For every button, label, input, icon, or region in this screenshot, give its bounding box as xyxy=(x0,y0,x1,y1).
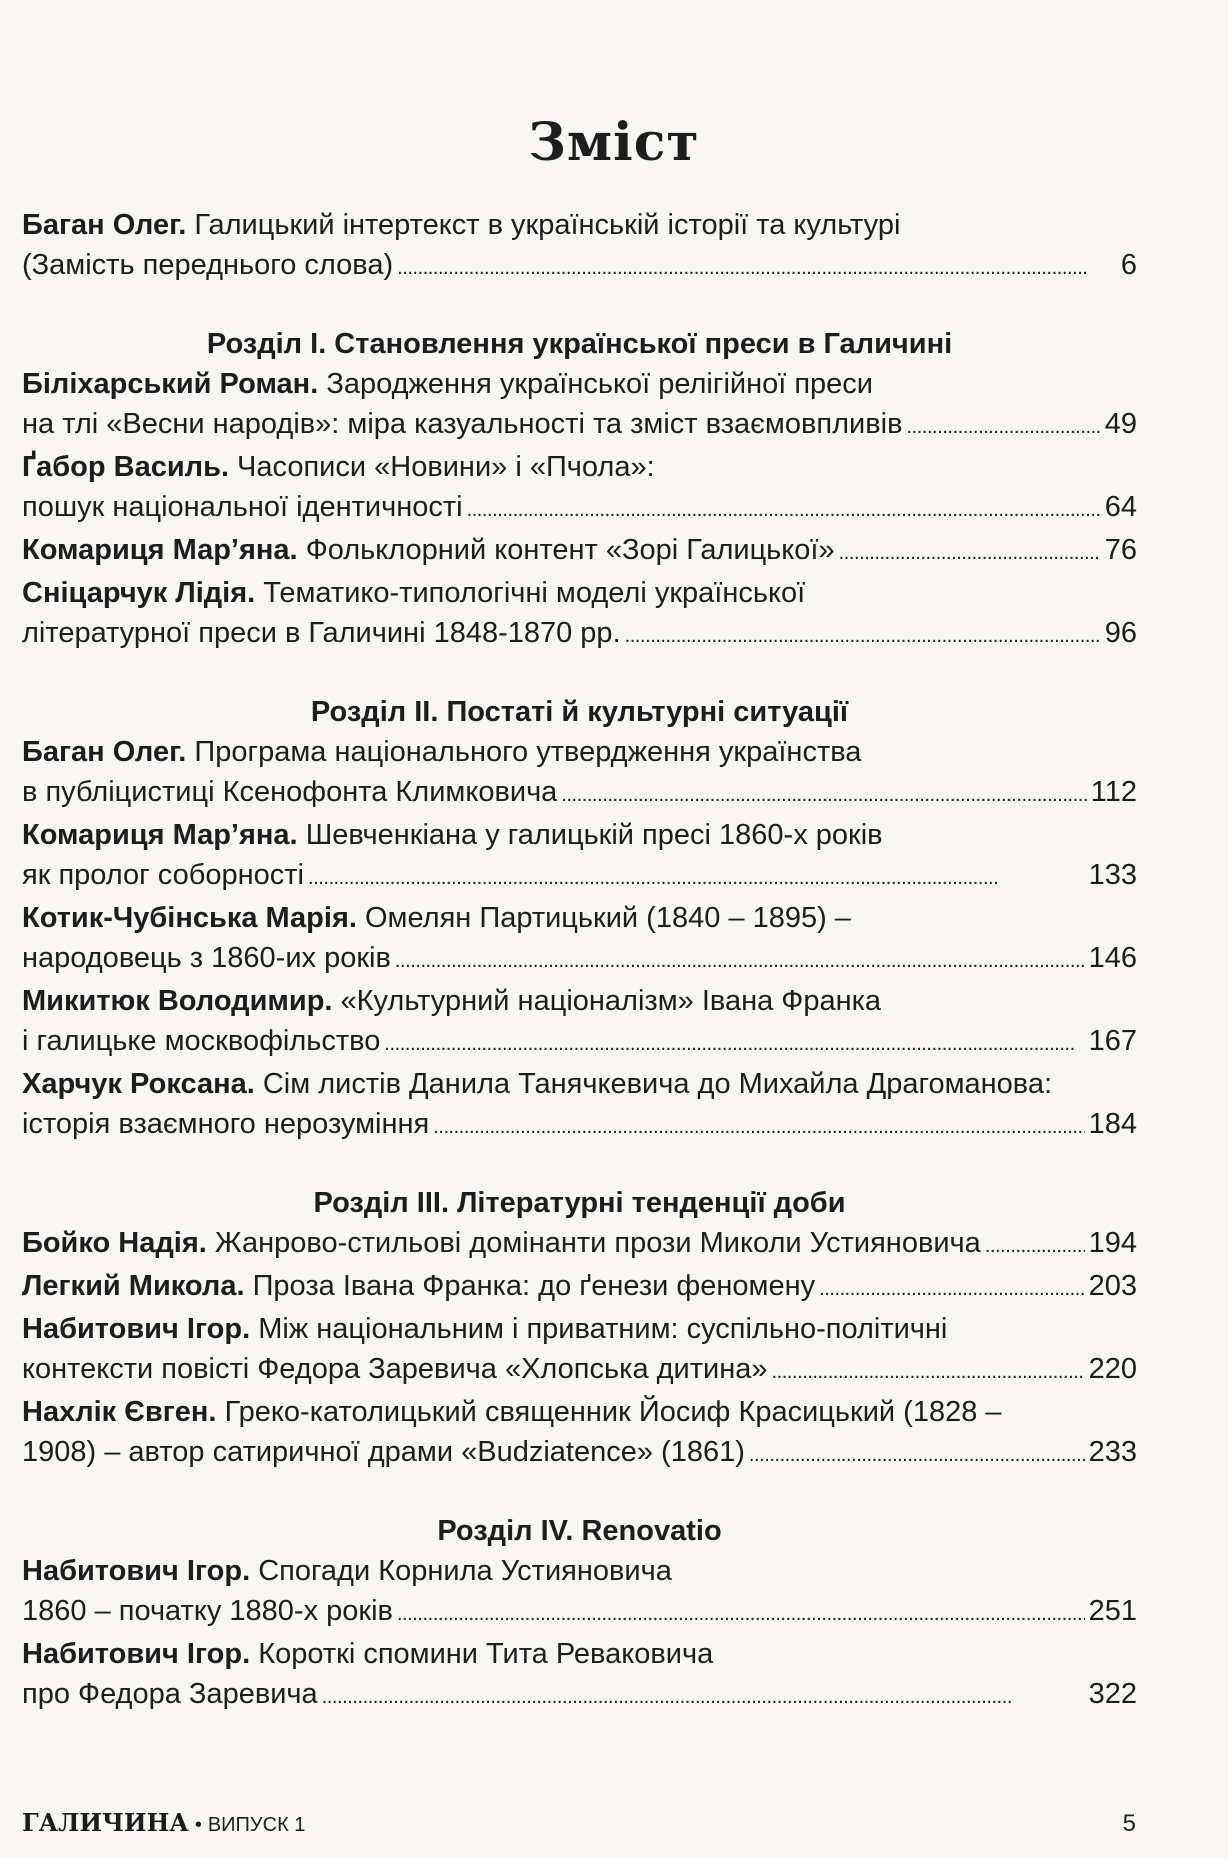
dot-leader xyxy=(397,245,1117,288)
dot-leader xyxy=(433,1104,1084,1147)
toc-section-3 xyxy=(22,1183,1137,1475)
entry-title-cont: літературної преси в Галичині 1848-1870 рр. xyxy=(22,617,621,649)
entry-page: 76 xyxy=(1104,534,1137,566)
entry-author: Бойко Надія. xyxy=(22,1227,207,1259)
entry-text xyxy=(22,1266,815,1306)
dot-leader xyxy=(384,1021,1084,1064)
entry-page: 184 xyxy=(1088,1108,1137,1140)
entry-author: Біліхарський Роман. xyxy=(22,368,319,400)
entry-title: Програма національного утвердження українства xyxy=(194,736,862,768)
entry-title-cont: 1860 – початку 1880-х років xyxy=(22,1595,393,1627)
toc-entry[interactable] xyxy=(22,447,1137,530)
entry-single-line xyxy=(22,530,1137,573)
entry-first-line xyxy=(22,1064,1137,1104)
toc-entry[interactable] xyxy=(22,898,1137,981)
entry-first-line xyxy=(22,573,1137,613)
entry-single-line xyxy=(22,1223,1137,1266)
toc-section-1 xyxy=(22,324,1137,656)
entry-author: Комариця Мар’яна. xyxy=(22,534,298,566)
entry-last-line xyxy=(22,1674,1137,1717)
entry-title: «Культурний націоналізм» Івана Франка xyxy=(340,985,882,1017)
entry-last-line xyxy=(22,1021,1137,1064)
entry-title: Сім листів Данила Танячкевича до Михайла Драгоманова: xyxy=(262,1068,1053,1100)
entry-author: Легкий Микола. xyxy=(22,1270,245,1302)
dot-leader xyxy=(395,938,1085,981)
entry-page: 233 xyxy=(1088,1436,1137,1468)
entry-author: Нахлік Євген. xyxy=(22,1396,217,1428)
entry-page: 194 xyxy=(1088,1227,1137,1259)
dot-leader xyxy=(467,487,1101,530)
toc-entry[interactable] xyxy=(22,573,1137,656)
dot-leader xyxy=(561,772,1086,815)
entry-title: Зародження української релігійної преси xyxy=(326,368,874,400)
entry-first-line xyxy=(22,447,1137,487)
toc-entry[interactable] xyxy=(22,981,1137,1064)
entry-last-line xyxy=(22,1591,1137,1634)
entry-last-line xyxy=(22,938,1137,981)
entry-text xyxy=(22,1223,981,1263)
entry-title: Жанрово-стильові домінанти прози Миколи Устияновича xyxy=(214,1227,981,1259)
entry-title-cont: про Федора Заревича xyxy=(22,1678,318,1710)
entry-title: Галицький інтертекст в українській історії та культурі xyxy=(194,209,901,241)
entry-first-line xyxy=(22,205,1137,245)
entry-last-line xyxy=(22,487,1137,530)
entry-page: 322 xyxy=(1088,1678,1137,1710)
entry-page: 112 xyxy=(1090,776,1137,808)
entry-last-line xyxy=(22,245,1137,288)
page-title: Зміст xyxy=(528,112,700,173)
entry-page: 167 xyxy=(1088,1025,1137,1057)
entry-title: Тематико-типологічні моделі української xyxy=(263,577,806,609)
entry-last-line xyxy=(22,404,1137,447)
entry-author: Баган Олег. xyxy=(22,736,187,768)
table-of-contents xyxy=(22,205,1137,1717)
dot-leader xyxy=(985,1223,1085,1266)
toc-entry-intro[interactable] xyxy=(22,205,1137,288)
entry-last-line xyxy=(22,772,1137,815)
entry-first-line xyxy=(22,1309,1137,1349)
entry-author: Комариця Мар’яна. xyxy=(22,819,298,851)
entry-author: Котик-Чубінська Марія. xyxy=(22,902,357,934)
entry-title-cont: як пролог соборності xyxy=(22,859,304,891)
entry-author: Набитович Ігор. xyxy=(22,1313,251,1345)
entry-first-line xyxy=(22,815,1137,855)
toc-entry[interactable] xyxy=(22,1223,1137,1266)
entry-first-line xyxy=(22,1634,1137,1674)
entry-last-line xyxy=(22,1349,1137,1392)
entry-title: Шевченкіана у галицькій пресі 1860-х років xyxy=(305,819,883,851)
entry-title: Часописи «Новини» і «Пчола»: xyxy=(237,451,655,483)
section-heading: Розділ І. Становлення української преси в Галичині xyxy=(206,328,953,360)
entry-single-line xyxy=(22,1266,1137,1309)
entry-page: 96 xyxy=(1104,617,1137,649)
dot-leader xyxy=(819,1266,1085,1309)
dot-leader xyxy=(906,404,1100,447)
issue-label: ВИПУСК 1 xyxy=(207,1814,306,1836)
entry-first-line xyxy=(22,732,1137,772)
entry-title-cont: 1908) – автор сатиричної драми «Budziatence» (1861) xyxy=(22,1436,745,1468)
entry-page: 220 xyxy=(1088,1353,1137,1385)
entry-first-line xyxy=(22,981,1137,1021)
toc-section-4 xyxy=(22,1511,1137,1717)
entry-title-cont: (Замість переднього слова) xyxy=(22,249,394,281)
entry-last-line xyxy=(22,1104,1137,1147)
entry-title: Короткі спомини Тита Реваковича xyxy=(258,1638,714,1670)
entry-page: 203 xyxy=(1088,1270,1137,1302)
entry-title-cont: народовець з 1860-их років xyxy=(22,942,391,974)
entry-title-cont: в публіцистиці Ксенофонта Климковича xyxy=(22,776,558,808)
entry-title-cont: історія взаємного нерозуміння xyxy=(22,1108,430,1140)
dot-leader xyxy=(772,1349,1085,1392)
entry-title: Греко-католицький священник Йосиф Красицький (1828 – xyxy=(224,1396,1002,1428)
toc-entry[interactable] xyxy=(22,364,1137,447)
entry-author: Сніцарчук Лідія. xyxy=(22,577,256,609)
toc-entry[interactable] xyxy=(22,1392,1137,1475)
toc-entry[interactable] xyxy=(22,1634,1137,1717)
entry-title-cont: контексти повісті Федора Заревича «Хлопська дитина» xyxy=(22,1353,768,1385)
entry-author: Баган Олег. xyxy=(22,209,187,241)
dot-leader xyxy=(839,530,1101,573)
entry-page: 64 xyxy=(1104,491,1137,523)
entry-first-line xyxy=(22,1392,1137,1432)
toc-entry[interactable] xyxy=(22,1551,1137,1634)
entry-first-line xyxy=(22,898,1137,938)
entry-title: Спогади Корнила Устияновича xyxy=(258,1555,672,1587)
toc-entry[interactable] xyxy=(22,530,1137,573)
entry-text xyxy=(22,530,835,570)
entry-last-line xyxy=(22,1432,1137,1475)
entry-first-line xyxy=(22,1551,1137,1591)
section-heading: Розділ IV. Renovatio xyxy=(437,1515,722,1547)
entry-title: Фольклорний контент «Зорі Галицької» xyxy=(305,534,835,566)
entry-page: 133 xyxy=(1088,859,1137,891)
dot-leader xyxy=(397,1591,1085,1634)
toc-entry[interactable] xyxy=(22,815,1137,898)
entry-page: 6 xyxy=(1120,249,1137,281)
entry-title-cont: і галицьке москвофільство xyxy=(22,1025,381,1057)
entry-title: Проза Івана Франка: до ґенези феномену xyxy=(252,1270,816,1302)
footer-bullet: • xyxy=(194,1814,202,1836)
entry-author: Набитович Ігор. xyxy=(22,1555,251,1587)
entry-last-line xyxy=(22,613,1137,656)
page-footer xyxy=(22,1808,1136,1838)
toc-entry[interactable] xyxy=(22,1064,1137,1147)
dot-leader xyxy=(749,1432,1085,1475)
entry-page: 251 xyxy=(1088,1595,1137,1627)
entry-page: 146 xyxy=(1088,942,1137,974)
toc-section-2 xyxy=(22,692,1137,1147)
toc-entry[interactable] xyxy=(22,732,1137,815)
running-footer xyxy=(22,1808,305,1837)
entry-author: Набитович Ігор. xyxy=(22,1638,251,1670)
entry-title: Омелян Партицький (1840 – 1895) – xyxy=(365,902,851,934)
entry-last-line xyxy=(22,855,1137,898)
entry-author: Микитюк Володимир. xyxy=(22,985,333,1017)
dot-leader xyxy=(308,855,1085,898)
entry-page: 49 xyxy=(1104,408,1137,440)
section-heading: Розділ ІІІ. Літературні тенденції доби xyxy=(313,1187,846,1219)
entry-title: Між національним і приватним: суспільно-політичні xyxy=(258,1313,948,1345)
journal-name: ГАЛИЧИНА xyxy=(22,1808,189,1837)
entry-title-cont: на тлі «Весни народів»: міра казуальності та зміст взаємовпливів xyxy=(22,408,903,440)
toc-entry[interactable] xyxy=(22,1309,1137,1392)
entry-author: Харчук Роксана. xyxy=(22,1068,255,1100)
entry-title-cont: пошук національної ідентичності xyxy=(22,491,463,523)
page-number: 5 xyxy=(1122,1810,1136,1837)
entry-first-line xyxy=(22,364,1137,404)
entry-author: Ґабор Василь. xyxy=(22,451,229,483)
dot-leader xyxy=(322,1674,1085,1717)
toc-entry[interactable] xyxy=(22,1266,1137,1309)
section-heading: Розділ ІІ. Постаті й культурні ситуації xyxy=(310,696,849,728)
dot-leader xyxy=(625,613,1101,656)
